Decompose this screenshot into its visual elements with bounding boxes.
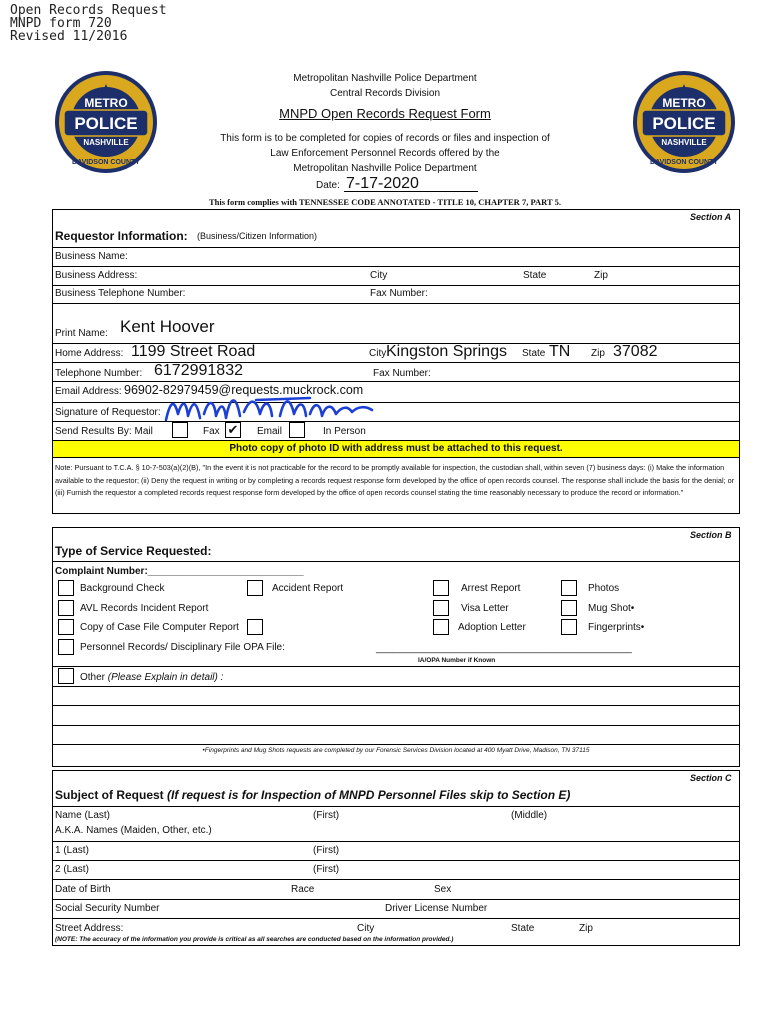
visa-letter-checkbox[interactable]: [433, 600, 449, 616]
print-name-value[interactable]: Kent Hoover: [120, 317, 215, 336]
sex-label: Sex: [434, 884, 452, 895]
business-state-label: State: [523, 270, 547, 281]
name-last-label: Name (Last): [55, 810, 111, 821]
pursuant-note: Note: Pursuant to T.C.A. § 10-7-503(a)(2)(B), "In the event it is not practicable for the record to be promptly available for inspection, the custodian shall, within seven (7) business days: (i) Make the information available to the requestor; (ii) Deny the request in writing or by completing a records request response form developed by the office of open records counsel. The response shall include the basis for the denial; or (iii) Furnish the requestor a completed records request response form developed by the office of open records counsel stating the time reasonably necessary to produce the record or information.": [55, 463, 735, 497]
divider: [52, 381, 740, 382]
service-heading: Type of Service Requested:: [55, 544, 212, 558]
divider: [52, 744, 740, 745]
arrest-report-label: Arrest Report: [461, 583, 521, 594]
email-checkbox[interactable]: [289, 422, 305, 438]
home-state-label: State: [522, 348, 546, 359]
background-check-checkbox[interactable]: [58, 580, 74, 596]
fingerprints-checkbox[interactable]: [561, 619, 577, 635]
subject-heading: [55, 788, 570, 802]
section-c-tag: Section C: [690, 773, 732, 783]
home-address-label: Home Address:: [55, 348, 124, 359]
mail-checkbox[interactable]: [172, 422, 188, 438]
divider: [52, 440, 740, 441]
driver-license-label: Driver License Number: [385, 903, 488, 914]
intro-line-3: Metropolitan Nashville Police Department: [293, 163, 477, 174]
arrest-report-checkbox[interactable]: [433, 580, 449, 596]
divider: [52, 402, 740, 403]
in-person-option-label: In Person: [323, 426, 366, 437]
requestor-heading: Requestor Information:: [55, 229, 188, 243]
ia-opa-number-caption: IA/OPA Number if Known: [418, 657, 496, 664]
business-address-label: Business Address:: [55, 270, 138, 281]
street-address-label: Street Address:: [55, 923, 124, 934]
complaint-number-label[interactable]: Complaint Number:____________________________: [55, 566, 304, 577]
metro-police-seal-right: [632, 70, 736, 174]
mug-shot-label: Mug Shot•: [588, 603, 635, 614]
intro-line-2: Law Enforcement Personnel Records offered by the: [270, 148, 500, 159]
mug-shot-checkbox[interactable]: [561, 600, 577, 616]
seal-middle-text: POLICE: [74, 114, 138, 133]
seal-top-text: METRO: [84, 96, 128, 110]
divider: [52, 806, 740, 807]
divider: [52, 860, 740, 861]
page-title: MNPD Open Records Request Form: [279, 106, 491, 121]
divider: [52, 666, 740, 667]
form-name-line: Open Records Request: [10, 3, 167, 18]
aka-1-last-label: 1 (Last): [55, 845, 89, 856]
divider: [52, 421, 740, 422]
fingerprints-label: Fingerprints•: [588, 622, 645, 633]
divider: [52, 285, 740, 286]
other-checkbox[interactable]: [58, 668, 74, 684]
photos-checkbox[interactable]: [561, 580, 577, 596]
home-city-value[interactable]: Kingston Springs: [386, 343, 507, 360]
metro-police-seal-left: [54, 70, 158, 174]
name-middle-label: (Middle): [511, 810, 548, 821]
date-underline: [344, 191, 478, 192]
divider: [52, 725, 740, 726]
accident-report-checkbox[interactable]: [247, 580, 263, 596]
intro-line-1: This form is to be completed for copies of records or files and inspection of: [220, 133, 550, 144]
avl-records-checkbox[interactable]: [58, 600, 74, 616]
photos-label: Photos: [588, 583, 620, 594]
seal-top-text: METRO: [662, 96, 706, 110]
send-results-label: Send Results By: Mail: [55, 426, 153, 437]
compliance-line: This form complies with TENNESSEE CODE ANNOTATED - TITLE 10, CHAPTER 7, PART 5.: [208, 197, 562, 207]
home-address-value[interactable]: 1199 Street Road: [131, 343, 256, 360]
business-name-label: Business Name:: [55, 251, 128, 262]
case-file-checkbox[interactable]: [58, 619, 74, 635]
accuracy-note: (NOTE: The accuracy of the information you provide is critical as all searches are conducted based on the information provided.): [55, 936, 454, 943]
division-name: Central Records Division: [329, 88, 441, 99]
date-label: Date:: [316, 180, 340, 191]
email-label: Email Address:: [55, 386, 122, 397]
accident-report-label: Accident Report: [272, 583, 344, 594]
divider: [52, 561, 740, 562]
name-first-label: (First): [313, 810, 340, 821]
aka-1-first-label: (First): [313, 845, 340, 856]
divider: [52, 705, 740, 706]
home-zip-value[interactable]: 37082: [613, 343, 658, 360]
divider: [52, 879, 740, 880]
department-name: Metropolitan Nashville Police Department: [293, 73, 477, 84]
subject-heading-note: (If request is for Inspection of MNPD Personnel Files skip to Section E): [167, 788, 571, 802]
business-city-label: City: [370, 270, 388, 281]
telephone-label: Telephone Number:: [55, 368, 143, 379]
divider: [52, 457, 740, 458]
divider: [52, 303, 740, 304]
divider: [52, 686, 740, 687]
seal-ring-top-text: NASHVILLE: [83, 138, 129, 147]
requestor-subheading: (Business/Citizen Information): [197, 231, 318, 241]
opa-number-line[interactable]: ______________________________________________: [376, 643, 632, 654]
other-label: [80, 672, 223, 683]
business-fax-label: Fax Number:: [370, 288, 428, 299]
street-city-label: City: [357, 923, 375, 934]
fax-option-label: Fax: [203, 426, 220, 437]
date-value[interactable]: 7-17-2020: [346, 175, 419, 192]
seal-ring-bottom-text: DAVIDSON COUNTY: [72, 159, 140, 166]
race-label: Race: [291, 884, 315, 895]
adoption-letter-checkbox[interactable]: [433, 619, 449, 635]
home-city-label: City: [369, 348, 387, 359]
divider: [52, 899, 740, 900]
email-value[interactable]: 96902-82979459@requests.muckrock.com: [124, 383, 364, 397]
ssn-label: Social Security Number: [55, 903, 160, 914]
business-zip-label: Zip: [594, 270, 608, 281]
seal-middle-text: POLICE: [652, 114, 716, 133]
business-phone-label: Business Telephone Number:: [55, 288, 186, 299]
avl-records-label: AVL Records Incident Report: [80, 603, 209, 614]
photo-id-notice: Photo copy of photo ID with address must be attached to this request.: [53, 440, 739, 457]
print-name-label: Print Name:: [55, 328, 108, 339]
background-check-label: Background Check: [80, 583, 165, 594]
signature-label: Signature of Requestor:: [55, 407, 161, 418]
dob-label: Date of Birth: [55, 884, 111, 895]
form-revision-line: Revised 11/2016: [10, 29, 128, 44]
divider: [52, 266, 740, 267]
telephone-value[interactable]: 6172991832: [154, 362, 243, 379]
divider: [52, 918, 740, 919]
divider: [52, 247, 740, 248]
fax-label: Fax Number:: [373, 368, 431, 379]
fingerprint-footnote: •Fingerprints and Mug Shots requests are completed by our Forensic Services Division located at 400 Myatt Drive, Madison, TN 37115: [202, 747, 590, 754]
case-file-label: Copy of Case File Computer Report: [80, 622, 239, 633]
aka-names-label: A.K.A. Names (Maiden, Other, etc.): [55, 825, 212, 836]
subject-heading-text: Subject of Request: [55, 788, 164, 802]
home-zip-label: Zip: [591, 348, 605, 359]
personnel-records-checkbox[interactable]: [58, 639, 74, 655]
divider: [52, 841, 740, 842]
other-label-note: (Please Explain in detail) :: [107, 672, 224, 683]
home-state-value[interactable]: TN: [549, 343, 571, 360]
other-label-text: Other: [80, 672, 106, 683]
email-option-label: Email: [257, 426, 283, 437]
street-zip-label: Zip: [579, 923, 593, 934]
form-number-line: MNPD form 720: [10, 16, 112, 31]
fax-checkbox-checked[interactable]: ✔: [225, 422, 241, 438]
computer-report-checkbox[interactable]: [247, 619, 263, 635]
adoption-letter-label: Adoption Letter: [458, 622, 526, 633]
section-a-tag: Section A: [690, 212, 732, 222]
section-b-tag: Section B: [690, 530, 732, 540]
aka-2-first-label: (First): [313, 864, 340, 875]
seal-ring-top-text: NASHVILLE: [661, 138, 707, 147]
seal-ring-bottom-text: DAVIDSON COUNTY: [650, 159, 718, 166]
personnel-records-label: Personnel Records/ Disciplinary File OPA File:: [80, 642, 285, 653]
street-state-label: State: [511, 923, 535, 934]
visa-letter-label: Visa Letter: [461, 603, 509, 614]
aka-2-last-label: 2 (Last): [55, 864, 89, 875]
